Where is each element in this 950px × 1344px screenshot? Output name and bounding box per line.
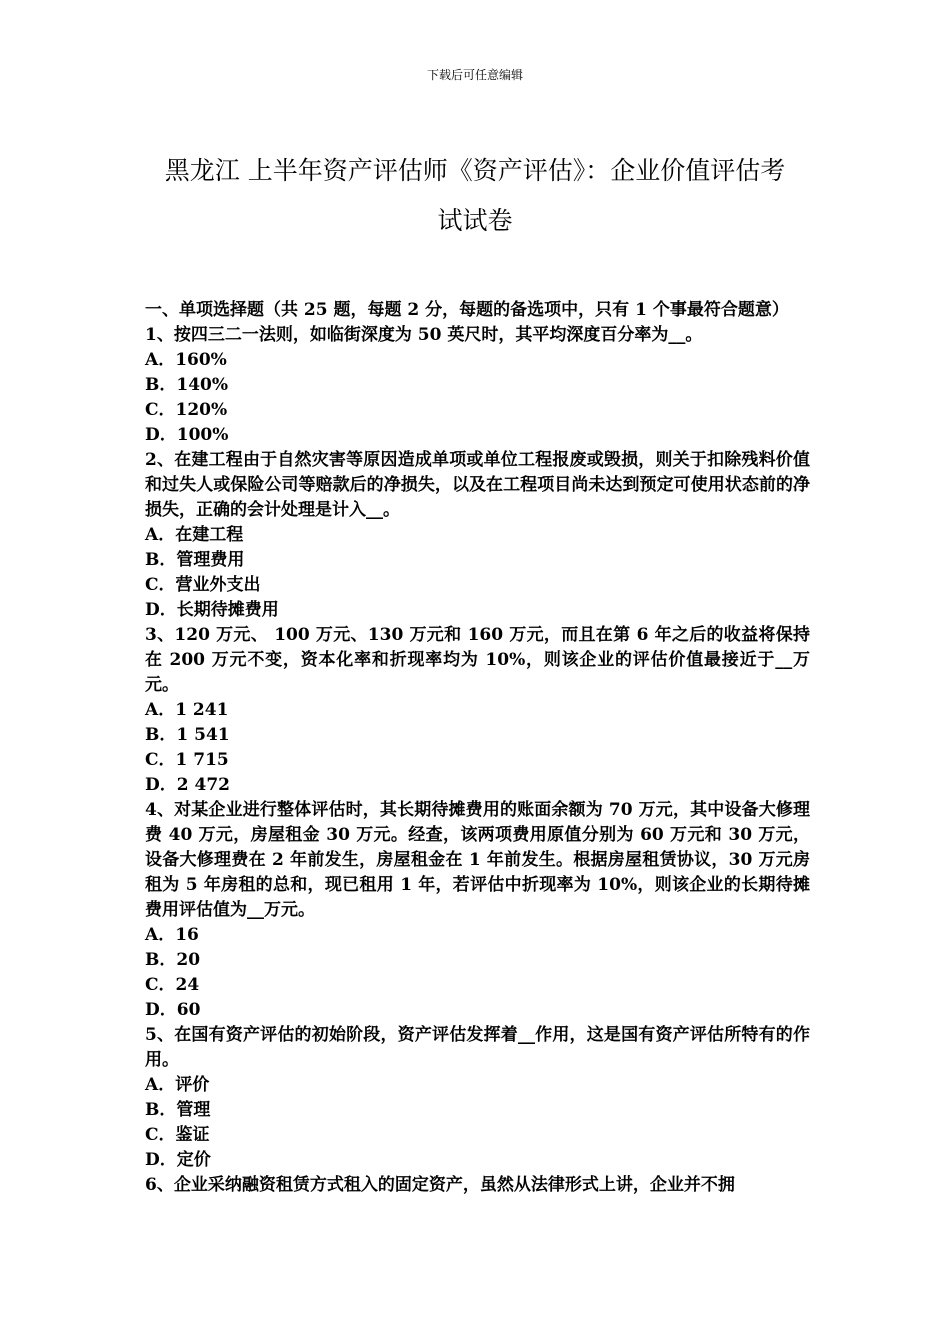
question-text: 3、120 万元、 100 万元、130 万元和 160 万元，而且在第 6 年之后的收益将保持在 200 万元不变，资本化率和折现率均为 10%，则该企业的评估价值最接近于__万元。 [145, 625, 810, 695]
option-d: D．100% [145, 425, 229, 445]
option-b: B．20 [145, 950, 201, 970]
option-c: C．鉴证 [145, 1125, 210, 1145]
option-a: A．160% [145, 350, 227, 370]
section-heading: 一、单项选择题（共 25 题，每题 2 分，每题的备选项中，只有 1 个事最符合题意） [145, 300, 789, 320]
question-3 [145, 623, 810, 798]
question-4 [145, 798, 810, 1023]
option-c: C．120% [145, 400, 228, 420]
option-c: C．24 [145, 975, 200, 995]
option-a: A．16 [145, 925, 199, 945]
exam-content [145, 298, 810, 1198]
option-b: B．管理 [145, 1100, 211, 1120]
question-text: 6、企业采纳融资租赁方式租入的固定资产，虽然从法律形式上讲，企业并不拥 [145, 1175, 735, 1195]
question-2 [145, 448, 810, 623]
question-6 [145, 1173, 810, 1198]
title-line-2: 试试卷 [437, 206, 513, 235]
option-d: D．定价 [145, 1150, 211, 1170]
question-5 [145, 1023, 810, 1173]
title-line-1: 黑龙江 上半年资产评估师《资产评估》：企业价值评估考 [164, 156, 786, 185]
option-b: B．管理费用 [145, 550, 245, 570]
option-b: B．1 541 [145, 725, 230, 745]
option-c: C．1 715 [145, 750, 229, 770]
question-text: 4、对某企业进行整体评估时，其长期待摊费用的账面余额为 70 万元，其中设备大修理费 40 万元，房屋租金 30 万元。经查，该两项费用原值分别为 60 万元和 30 万元，设备大修理费在 2 年前发生，房屋租金在 1 年前发生。根据房屋租赁协议，30 万元房租为 5 年房租的总和，现已租用 1 年，若评估中折现率为 10%，则该企业的长期待摊费用评估值为__万元。 [145, 800, 810, 920]
option-a: A．评价 [145, 1075, 210, 1095]
option-b: B．140% [145, 375, 229, 395]
option-c: C．营业外支出 [145, 575, 261, 595]
question-text: 5、在国有资产评估的初始阶段，资产评估发挥着__作用，这是国有资产评估所特有的作用。 [145, 1025, 810, 1070]
question-text: 2、在建工程由于自然灾害等原因造成单项或单位工程报废或毁损，则关于扣除残料价值和过失人或保险公司等赔款后的净损失，以及在工程项目尚未达到预定可使用状态前的净损失，正确的会计处理是计入__。 [145, 450, 810, 520]
page-title [120, 146, 830, 246]
option-d: D．长期待摊费用 [145, 600, 279, 620]
option-d: D．2 472 [145, 775, 230, 795]
option-d: D．60 [145, 1000, 201, 1020]
question-1 [145, 323, 810, 448]
header-note: 下载后可任意编辑 [426, 68, 523, 82]
question-text: 1、按四三二一法则，如临街深度为 50 英尺时，其平均深度百分率为__。 [145, 325, 703, 345]
option-a: A．1 241 [145, 700, 229, 720]
option-a: A．在建工程 [145, 525, 244, 545]
